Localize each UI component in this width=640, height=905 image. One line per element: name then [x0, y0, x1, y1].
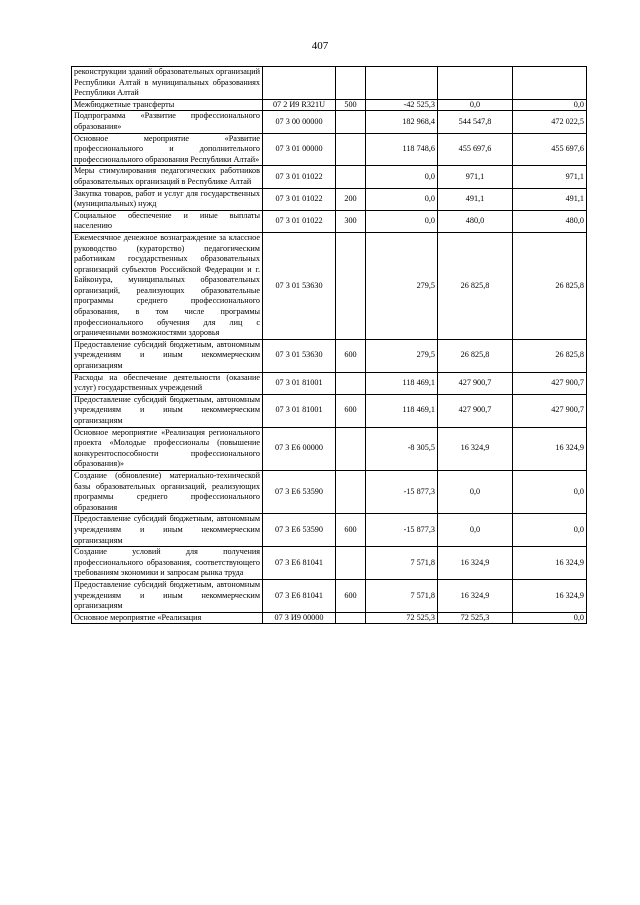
amount-year1-cell: 0,0	[366, 188, 438, 210]
amount-year3-cell: 0,0	[513, 612, 587, 624]
expense-name-cell: Межбюджетные трансферты	[72, 99, 263, 111]
amount-year2-cell: 16 324,9	[438, 579, 513, 612]
amount-year2-cell: 971,1	[438, 166, 513, 188]
amount-year3-cell: 427 900,7	[513, 372, 587, 394]
target-code-cell: 07 3 Е6 81041	[263, 579, 336, 612]
amount-year3-cell: 0,0	[513, 514, 587, 547]
amount-year2-cell: 16 324,9	[438, 427, 513, 470]
table-row	[72, 67, 587, 100]
amount-year3-cell: 455 697,6	[513, 133, 587, 166]
expense-name-cell: Социальное обеспечение и иные выплаты населению	[72, 210, 263, 232]
table-row	[72, 427, 587, 470]
table-body	[72, 67, 587, 624]
expense-type-cell	[336, 133, 366, 166]
expense-name-cell: Создание (обновление) материально-технической базы образовательных организаций, реализующих программы среднего профессионального образования	[72, 470, 263, 513]
amount-year2-cell: 544 547,8	[438, 111, 513, 133]
target-code-cell: 07 3 Е6 81041	[263, 547, 336, 580]
target-code-cell: 07 3 И9 00000	[263, 612, 336, 624]
target-code-cell: 07 3 00 00000	[263, 111, 336, 133]
expense-name-cell: Предоставление субсидий бюджетным, автономным учреждениям и иным некоммерческим организациям	[72, 394, 263, 427]
amount-year3-cell: 26 825,8	[513, 339, 587, 372]
table-row	[72, 99, 587, 111]
expense-type-cell: 600	[336, 339, 366, 372]
target-code-cell: 07 3 Е6 53590	[263, 514, 336, 547]
expense-name-cell: Создание условий для получения профессионального образования, соответствующего требованиям экономики и запросам рынка труда	[72, 547, 263, 580]
target-code-cell: 07 3 Е6 00000	[263, 427, 336, 470]
amount-year2-cell: 26 825,8	[438, 339, 513, 372]
expense-type-cell	[336, 232, 366, 339]
amount-year2-cell: 427 900,7	[438, 394, 513, 427]
amount-year3-cell: 0,0	[513, 470, 587, 513]
table-row	[72, 339, 587, 372]
table-row	[72, 111, 587, 133]
amount-year2-cell: 72 525,3	[438, 612, 513, 624]
target-code-cell: 07 3 01 01022	[263, 210, 336, 232]
table-row	[72, 210, 587, 232]
target-code-cell	[263, 67, 336, 100]
table-row	[72, 514, 587, 547]
expense-name-cell: Предоставление субсидий бюджетным, автономным учреждениям и иным некоммерческим организациям	[72, 514, 263, 547]
amount-year3-cell: 427 900,7	[513, 394, 587, 427]
expense-name-cell: Основное мероприятие «Реализация регионального проекта «Молодые профессионалы (повышение конкурентоспособности профессионального образования)»	[72, 427, 263, 470]
target-code-cell: 07 3 01 01022	[263, 188, 336, 210]
expense-type-cell: 600	[336, 514, 366, 547]
amount-year3-cell	[513, 67, 587, 100]
expense-type-cell: 600	[336, 394, 366, 427]
amount-year3-cell: 16 324,9	[513, 547, 587, 580]
amount-year1-cell: -42 525,3	[366, 99, 438, 111]
table-row	[72, 372, 587, 394]
expense-name-cell: Основное мероприятие «Реализация	[72, 612, 263, 624]
table-row	[72, 547, 587, 580]
table-row	[72, 166, 587, 188]
amount-year2-cell: 0,0	[438, 470, 513, 513]
amount-year1-cell: 7 571,8	[366, 579, 438, 612]
expense-name-cell: Основное мероприятие «Развитие профессионального и дополнительного профессионального образования Республики Алтай»	[72, 133, 263, 166]
amount-year3-cell: 0,0	[513, 99, 587, 111]
amount-year2-cell: 26 825,8	[438, 232, 513, 339]
expense-type-cell	[336, 372, 366, 394]
expense-name-cell: Предоставление субсидий бюджетным, автономным учреждениям и иным некоммерческим организациям	[72, 579, 263, 612]
amount-year2-cell: 16 324,9	[438, 547, 513, 580]
expense-type-cell: 500	[336, 99, 366, 111]
expense-type-cell: 600	[336, 579, 366, 612]
table-row	[72, 232, 587, 339]
expense-type-cell	[336, 427, 366, 470]
target-code-cell: 07 3 01 81001	[263, 372, 336, 394]
expense-name-cell: Предоставление субсидий бюджетным, автономным учреждениям и иным некоммерческим организациям	[72, 339, 263, 372]
expense-type-cell	[336, 612, 366, 624]
amount-year3-cell: 26 825,8	[513, 232, 587, 339]
table-row	[72, 579, 587, 612]
table-row	[72, 133, 587, 166]
amount-year2-cell: 427 900,7	[438, 372, 513, 394]
table-row	[72, 612, 587, 624]
expense-type-cell	[336, 547, 366, 580]
amount-year1-cell: -15 877,3	[366, 470, 438, 513]
expense-name-cell: Ежемесячное денежное вознаграждение за классное руководство (кураторство) педагогическим работникам государственных образовательных организаций субъектов Российской Федерации и г. Байконура, муниципальных образовательных организаций, реализующих образовательные программы среднего профессионального образования, в том числе программы профессионального обучения для лиц с ограниченными возможностями здоровья	[72, 232, 263, 339]
amount-year1-cell: 279,5	[366, 232, 438, 339]
amount-year3-cell: 480,0	[513, 210, 587, 232]
amount-year1-cell: 182 968,4	[366, 111, 438, 133]
target-code-cell: 07 3 01 00000	[263, 133, 336, 166]
amount-year1-cell: -8 305,5	[366, 427, 438, 470]
expense-name-cell: Закупка товаров, работ и услуг для государственных (муниципальных) нужд	[72, 188, 263, 210]
amount-year1-cell: 118 469,1	[366, 394, 438, 427]
expense-type-cell	[336, 67, 366, 100]
amount-year1-cell: 72 525,3	[366, 612, 438, 624]
target-code-cell: 07 3 01 01022	[263, 166, 336, 188]
amount-year3-cell: 16 324,9	[513, 579, 587, 612]
expense-name-cell: Меры стимулирования педагогических работников образовательных организаций в Республике Алтай	[72, 166, 263, 188]
amount-year2-cell: 491,1	[438, 188, 513, 210]
amount-year3-cell: 472 022,5	[513, 111, 587, 133]
expense-type-cell	[336, 166, 366, 188]
expense-type-cell: 300	[336, 210, 366, 232]
budget-table	[71, 66, 587, 624]
amount-year2-cell: 480,0	[438, 210, 513, 232]
table-row	[72, 394, 587, 427]
expense-type-cell: 200	[336, 188, 366, 210]
expense-name-cell: Подпрограмма «Развитие профессионального образования»	[72, 111, 263, 133]
amount-year1-cell: 118 748,6	[366, 133, 438, 166]
amount-year3-cell: 491,1	[513, 188, 587, 210]
expense-name-cell: Расходы на обеспечение деятельности (оказание услуг) государственных учреждений	[72, 372, 263, 394]
expense-name-cell: реконструкции зданий образовательных организаций Республики Алтай в муниципальных образованиях Республики Алтай	[72, 67, 263, 100]
target-code-cell: 07 2 И9 R321U	[263, 99, 336, 111]
expense-type-cell	[336, 111, 366, 133]
amount-year3-cell: 971,1	[513, 166, 587, 188]
amount-year1-cell: 279,5	[366, 339, 438, 372]
amount-year1-cell: 7 571,8	[366, 547, 438, 580]
target-code-cell: 07 3 01 81001	[263, 394, 336, 427]
target-code-cell: 07 3 01 53630	[263, 232, 336, 339]
amount-year2-cell	[438, 67, 513, 100]
table-row	[72, 188, 587, 210]
amount-year1-cell: -15 877,3	[366, 514, 438, 547]
page-number: 407	[311, 40, 329, 52]
amount-year1-cell: 0,0	[366, 210, 438, 232]
amount-year3-cell: 16 324,9	[513, 427, 587, 470]
amount-year1-cell	[366, 67, 438, 100]
amount-year2-cell: 455 697,6	[438, 133, 513, 166]
expense-type-cell	[336, 470, 366, 513]
amount-year2-cell: 0,0	[438, 514, 513, 547]
table-row	[72, 470, 587, 513]
target-code-cell: 07 3 Е6 53590	[263, 470, 336, 513]
amount-year2-cell: 0,0	[438, 99, 513, 111]
target-code-cell: 07 3 01 53630	[263, 339, 336, 372]
amount-year1-cell: 118 469,1	[366, 372, 438, 394]
amount-year1-cell: 0,0	[366, 166, 438, 188]
